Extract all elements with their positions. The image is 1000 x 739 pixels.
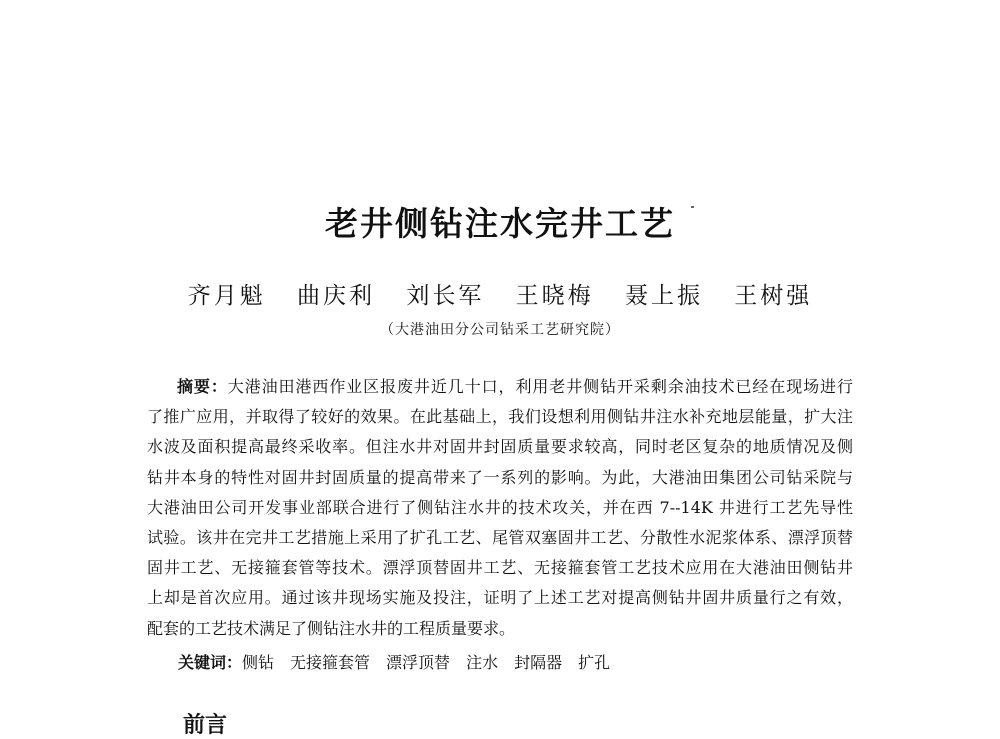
abstract-line: 上却是首次应用。通过该井现场实施及投注，证明了上述工艺对提高侧钻井固井质量行之有效， xyxy=(147,588,853,608)
keywords xyxy=(178,650,626,673)
abstract-line: 固井工艺、无接箍套管等技术。漂浮顶替固井工艺、无接箍套管工艺技术应用在大港油田侧钻井 xyxy=(147,558,853,578)
section-heading: 前言 xyxy=(183,712,228,738)
author-name: 王树强 xyxy=(734,283,813,309)
author-name: 聂上振 xyxy=(624,283,703,309)
abstract-line: 大港油田公司开发事业部联合进行了侧钻注水井的技术攻关，并在西 7--14K 井进行工艺先导性 xyxy=(147,497,853,517)
author-name: 曲庆利 xyxy=(297,283,376,309)
scan-speck xyxy=(691,206,694,208)
paper-title: 老井侧钻注水完井工艺 xyxy=(325,204,675,243)
keyword: 注水 xyxy=(466,653,499,672)
abstract-line: 水波及面积提高最终采收率。但注水井对固井封固质量要求较高，同时老区复杂的地质情况及侧 xyxy=(147,437,853,457)
abstract-text: 大港油田港西作业区报废井近几十口，利用老井侧钻开采剩余油技术已经在现场进行 xyxy=(227,377,853,396)
author-list xyxy=(0,277,1000,310)
abstract-line: 钻井本身的特性对固井封固质量的提高带来了一系列的影响。为此，大港油田集团公司钻采院与 xyxy=(147,467,853,487)
author-name: 王晓梅 xyxy=(515,283,594,309)
keyword: 漂浮顶替 xyxy=(386,653,451,672)
abstract-line: 配套的工艺技术满足了侧钻注水井的工程质量要求。 xyxy=(147,618,516,638)
keyword: 扩孔 xyxy=(578,653,611,672)
author-name: 齐月魁 xyxy=(187,283,266,309)
keyword: 封隔器 xyxy=(514,653,563,672)
abstract-line xyxy=(147,372,853,402)
abstract-label: 摘要： xyxy=(177,377,228,396)
abstract xyxy=(147,372,853,644)
abstract-line: 了推广应用，并取得了较好的效果。在此基础上，我们设想利用侧钻井注水补充地层能量，扩大注 xyxy=(147,407,853,427)
author-affiliation: （大港油田分公司钻采工艺研究院） xyxy=(380,322,620,338)
keyword: 无接箍套管 xyxy=(290,653,371,672)
abstract-line: 试验。该井在完井工艺措施上采用了扩孔工艺、尾管双塞固井工艺、分散性水泥浆体系、漂浮顶替 xyxy=(147,527,853,547)
author-name: 刘长军 xyxy=(406,283,485,309)
keyword: 侧钻 xyxy=(242,653,275,672)
keywords-label: 关键词： xyxy=(178,653,243,672)
